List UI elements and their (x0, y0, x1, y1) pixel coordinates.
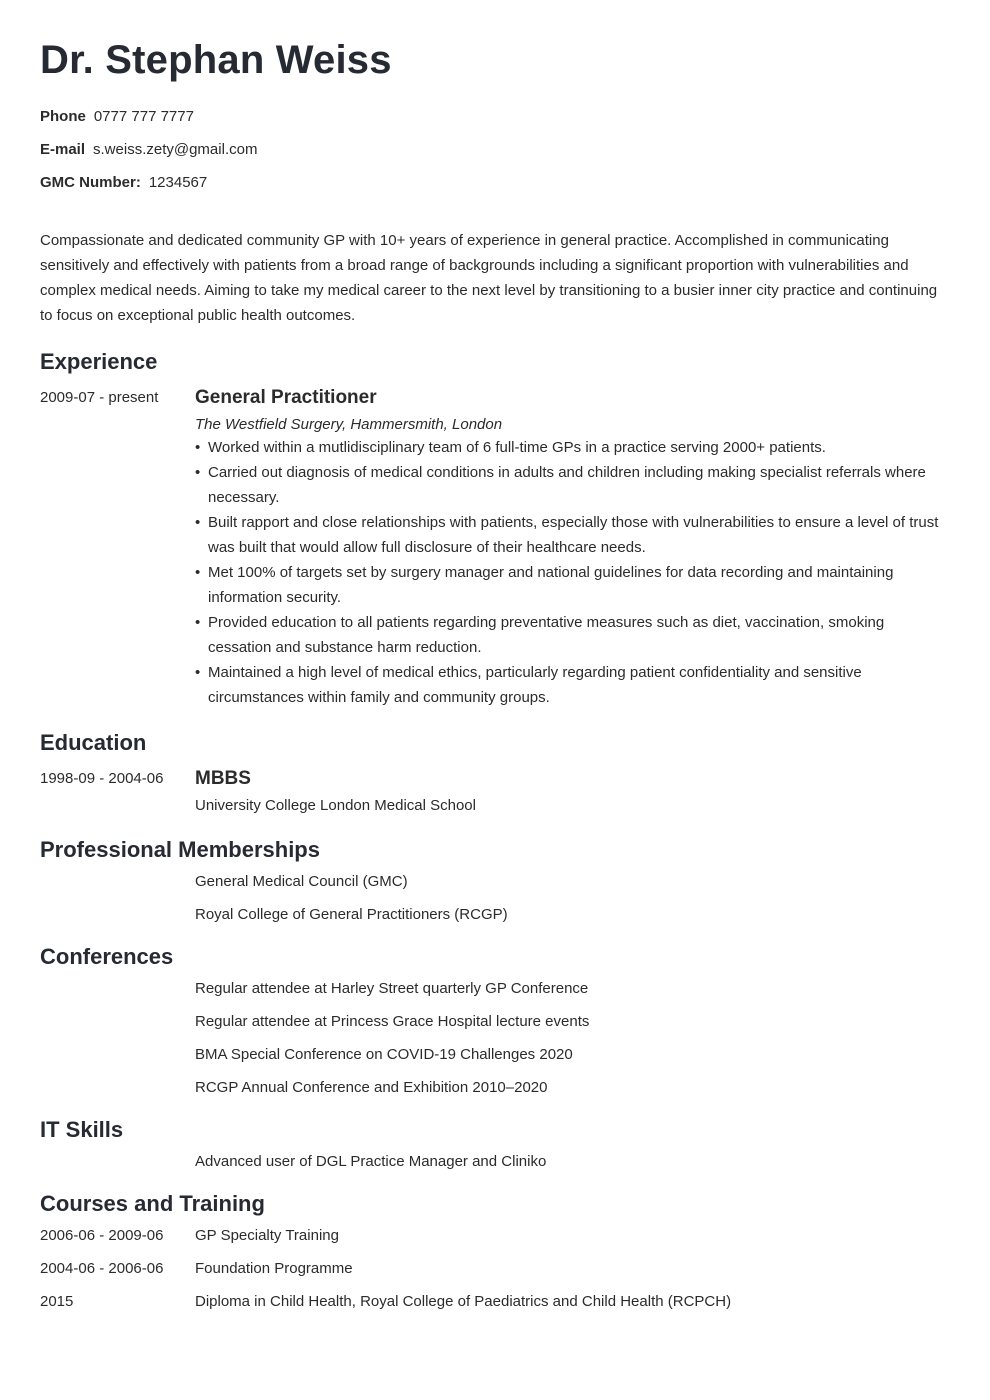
course-entry (40, 1227, 940, 1244)
conference-item: BMA Special Conference on COVID-19 Challenges 2020 (195, 1046, 573, 1063)
employer: The Westfield Surgery, Hammersmith, London (195, 416, 503, 433)
membership-item: General Medical Council (GMC) (195, 873, 408, 890)
entry-date: 2004-06 - 2006-06 (40, 1260, 164, 1277)
course-entry (40, 1260, 940, 1277)
education-entry (40, 767, 940, 816)
duties-list (195, 435, 940, 710)
entry-date: 2006-06 - 2009-06 (40, 1227, 164, 1244)
professional-summary: Compassionate and dedicated community GP with 10+ years of experience in general practice. Accomplished in communicating sensitively and effectively with patients from a broad range of backgrounds including a significant proportion with vulnerabilities and complex medical needs. Aiming to take my medical career to the next level by transitioning to a busier inner city practice and continuing to focus on exceptional public health outcomes. (40, 232, 938, 324)
section-heading-courses: Courses and Training (40, 1191, 265, 1216)
section-heading-conferences: Conferences (40, 944, 174, 969)
section-heading-experience: Experience (40, 349, 158, 374)
duty-item: • Provided education to all patients regarding preventative measures such as diet, vaccination, smoking cessation and substance harm reduction. (195, 610, 940, 660)
entry-body (195, 386, 940, 710)
contact-label: Phone (40, 108, 86, 125)
duty-item: • Built rapport and close relationships with patients, especially those with vulnerabilities to ensure a level of trust was built that would allow full disclosure of their healthcare needs. (195, 510, 940, 560)
membership-item: Royal College of General Practitioners (RCGP) (195, 906, 508, 923)
courses-list (40, 1227, 940, 1310)
experience-entry (40, 386, 940, 710)
contact-value: s.weiss.zety@gmail.com (93, 141, 258, 158)
duty-item: • Worked within a mutlidisciplinary team of 6 full-time GPs in a practice serving 2000+ patients. (195, 435, 940, 460)
contact-email (40, 141, 940, 158)
contact-phone (40, 108, 940, 125)
entry-date: 1998-09 - 2004-06 (40, 770, 164, 787)
course-title: Foundation Programme (195, 1260, 353, 1277)
it-skill-item: Advanced user of DGL Practice Manager and Cliniko (195, 1153, 547, 1170)
course-entry (40, 1293, 940, 1310)
entry-date: 2009-07 - present (40, 389, 159, 406)
job-title: General Practitioner (195, 387, 377, 408)
candidate-name: Dr. Stephan Weiss (40, 38, 392, 82)
conferences-list (40, 980, 940, 1096)
contact-block (40, 108, 940, 191)
contact-label: GMC Number: (40, 174, 141, 191)
section-heading-memberships: Professional Memberships (40, 837, 320, 862)
conference-item: Regular attendee at Princess Grace Hospital lecture events (195, 1013, 590, 1030)
duty-item: • Carried out diagnosis of medical conditions in adults and children including making specialist referrals where necessary. (195, 460, 940, 510)
contact-value: 0777 777 7777 (93, 108, 194, 125)
contact-label: E-mail (40, 141, 86, 158)
course-title: GP Specialty Training (195, 1227, 339, 1244)
course-title: Diploma in Child Health, Royal College of Paediatrics and Child Health (RCPCH) (195, 1293, 732, 1310)
conference-item: Regular attendee at Harley Street quarterly GP Conference (195, 980, 589, 997)
conference-item: RCGP Annual Conference and Exhibition 2010–2020 (195, 1079, 548, 1096)
entry-date: 2015 (40, 1293, 74, 1310)
duty-item: • Met 100% of targets set by surgery manager and national guidelines for data recording and maintaining information security. (195, 560, 940, 610)
section-heading-education: Education (40, 730, 147, 755)
contact-gmc-number (40, 174, 940, 191)
school-name: University College London Medical School (195, 797, 476, 814)
duty-item: • Maintained a high level of medical ethics, particularly regarding patient confidentiality and sensitive circumstances within family and community groups. (195, 660, 940, 710)
it-skills-list (40, 1153, 940, 1170)
contact-value: 1234567 (148, 174, 208, 191)
degree-title: MBBS (195, 768, 251, 789)
memberships-list (40, 873, 940, 923)
section-heading-it-skills: IT Skills (40, 1117, 124, 1142)
entry-body (195, 767, 940, 816)
